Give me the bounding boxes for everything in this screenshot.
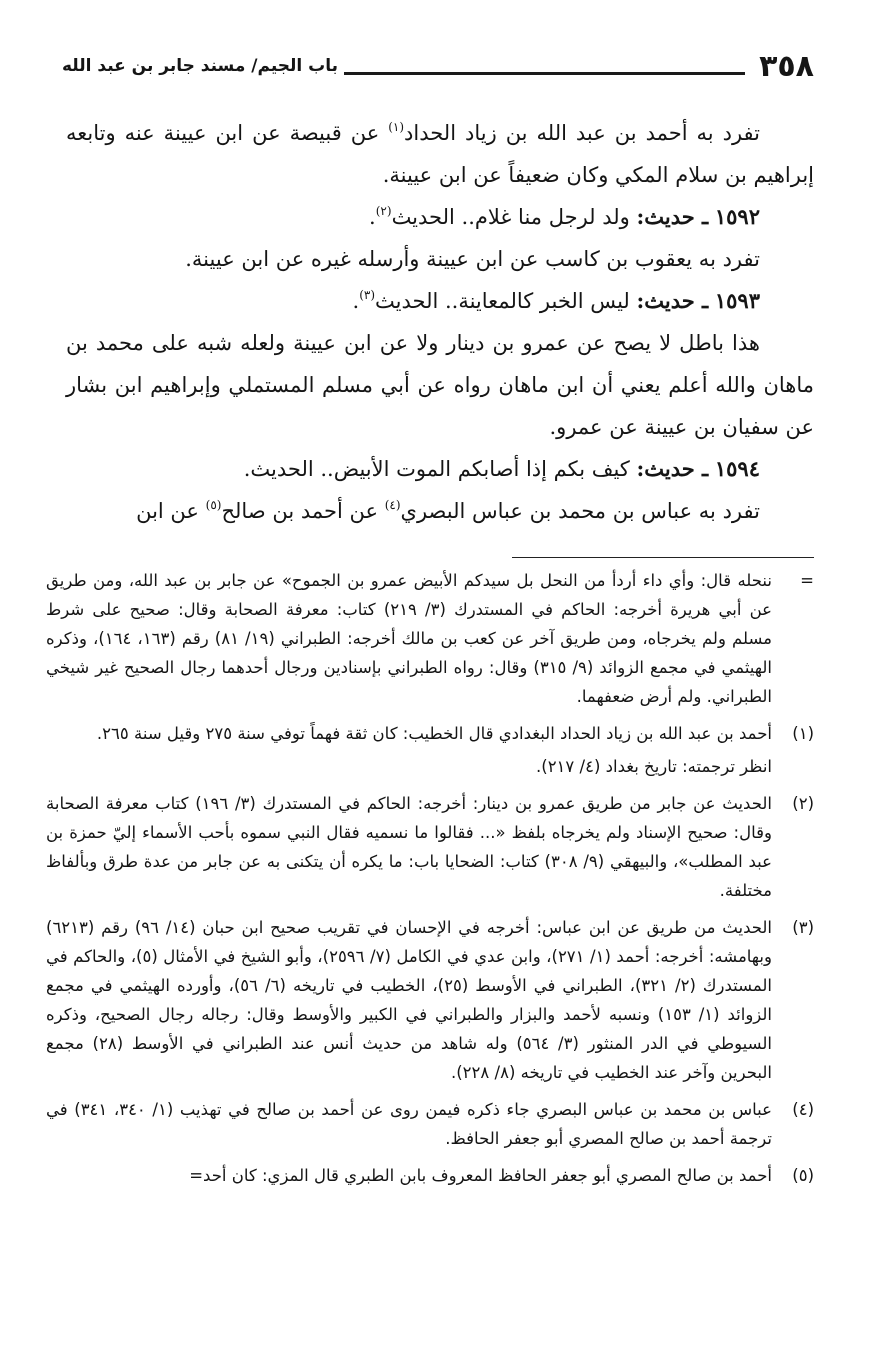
hadith-number: ١٥٩٢ (714, 204, 760, 229)
paragraph (66, 490, 814, 532)
footnote-marker: (١) (792, 724, 814, 743)
footnote (46, 1161, 814, 1190)
page-header (62, 46, 814, 86)
hadith-number: ١٥٩٣ (714, 288, 760, 313)
footnote-text: أحمد بن صالح المصري أبو جعفر الحافظ المعروف بابن الطبري قال المزي: كان أحد= (189, 1166, 772, 1185)
hadith-label: ـ حديث: (636, 456, 709, 481)
hadith-text: كيف بكم إذا أصابكم الموت الأبيض.. الحديث. (243, 457, 637, 481)
footnote (46, 566, 814, 711)
footnote-marker: = (800, 571, 814, 590)
footnote-ref[interactable]: (٥) (205, 498, 222, 512)
footnote (46, 1095, 814, 1153)
paragraph (66, 322, 814, 448)
footnote-marker: (٥) (792, 1166, 814, 1185)
paragraph-text: عن قبيصة عن ابن عيينة عنه وتابعه إبراهيم بن سلام المكي وكان ضعيفاً عن ابن عيينة. (66, 121, 814, 187)
footnote-text: عباس بن محمد بن عباس البصري جاء ذكره فيمن روى عن أحمد بن صالح في تهذيب (١/ ٣٤٠، ٣٤١) في ترجمة أحمد بن صالح المصري أبو جعفر الحافظ. (46, 1100, 772, 1148)
paragraph-text: عن أحمد بن صالح (221, 499, 385, 523)
footnote-ref[interactable]: (١) (388, 120, 405, 134)
header-rule (344, 72, 745, 75)
hadith-entry (66, 280, 814, 322)
footnote (46, 719, 814, 748)
punctuation: . (369, 205, 376, 229)
paragraph-text: عن ابن (136, 499, 206, 523)
footnote-ref[interactable]: (٤) (384, 498, 401, 512)
hadith-text: ولد لرجل منا غلام.. الحديث (391, 205, 637, 229)
footnote-marker: (٤) (792, 1100, 814, 1119)
hadith-entry (66, 196, 814, 238)
footnote-text: الحديث عن جابر من طريق عمرو بن دينار: أخرجه: الحاكم في المستدرك (٣/ ١٩٦) كتاب معرفة الصحابة وقال: صحيح الإسناد ولم يخرجاه بلفظ «... فقالوا ما نسميه فقال النبي سموه بأحب الأسماء إليّ حمزة بن عبد المطلب»، والبيهقي (٩/ ٣٠٨) كتاب: الضحايا باب: ما يكره أن يتكنى به عن جابر من عدة طرق وبألفاظ مختلفة. (46, 794, 772, 900)
footnote-marker: (٢) (792, 794, 814, 813)
footnote (46, 913, 814, 1087)
footnote (46, 752, 814, 781)
page-number: ٣٥٨ (759, 48, 814, 84)
paragraph-text: تفرد به أحمد بن عبد الله بن زياد الحداد (404, 121, 760, 145)
footnotes (46, 566, 814, 1198)
paragraph (66, 238, 814, 280)
main-text (66, 112, 814, 532)
hadith-label: ـ حديث: (636, 288, 709, 313)
footnote-text: أحمد بن عبد الله بن زياد الحداد البغدادي قال الخطيب: كان ثقة فهماً توفي سنة ٢٧٥ وقيل سنة ٢٦٥. (96, 724, 772, 743)
paragraph-text: تفرد به عباس بن محمد بن عباس البصري (400, 499, 760, 523)
footnote-marker (772, 752, 814, 781)
running-title: باب الجيم/ مسند جابر بن عبد الله (62, 56, 338, 76)
footnote-separator (512, 557, 814, 558)
paragraph-text: هذا باطل لا يصح عن عمرو بن دينار ولا عن ابن عيينة ولعله شبه على محمد بن ماهان والله أعلم يعني أن ابن ماهان رواه عن أبي مسلم المستملي وإبراهيم ابن بشار عن سفيان بن عيينة عن عمرو. (66, 331, 814, 439)
footnote-text: انظر ترجمته: تاريخ بغداد (٤/ ٢١٧). (536, 757, 772, 776)
footnote-ref[interactable]: (٣) (359, 288, 376, 302)
hadith-number: ١٥٩٤ (714, 456, 760, 481)
footnote-ref[interactable]: (٢) (375, 204, 392, 218)
paragraph (66, 112, 814, 196)
footnote-text: الحديث من طريق عن ابن عباس: أخرجه في الإحسان في تقريب صحيح ابن حبان (١٤/ ٩٦) رقم (٦٢١٣) وبهامشه: أخرجه: أحمد (١/ ٢٧١)، وابن عدي في الكامل (٧/ ٢٥٩٦)، وأبو الشيخ في الأمثال (٥)، والحاكم في المستدرك (٢/ ٣٢١)، الطبراني في الأوسط (٢٥)، الخطيب في تاريخه (٦/ ٥٦)، وأورده الهيثمي في مجمع الزوائد (١/ ١٥٣) ونسبه لأحمد والبزار والطبراني في الكبير والأوسط وقال: رجاله رجال الصحيح، وذكره السيوطي في الدر المنثور (٣/ ٥٦٤) وله شاهد من حديث أنس عند الطبراني في الأوسط (٢٨) مجمع البحرين وآخر عند الخطيب في تاريخه (٨/ ٢٢٨). (46, 918, 773, 1082)
hadith-entry (66, 448, 814, 490)
footnote-marker: (٣) (792, 918, 814, 937)
paragraph-text: تفرد به يعقوب بن كاسب عن ابن عيينة وأرسله غيره عن ابن عيينة. (185, 247, 760, 271)
footnote-text: ننحله قال: وأي داء أردأ من النحل بل سيدكم الأبيض عمرو بن الجموح» عن جابر بن عبد الله، ومن طريق عن أبي هريرة أخرجه: الحاكم في المستدرك (٣/ ٢١٩) كتاب: معرفة الصحابة وقال: صحيح على شرط مسلم ولم يخرجاه، ومن طريق آخر عن كعب بن مالك أخرجه: الطبراني (١٩/ ٨١) رقم (١٦٣، ١٦٤)، وذكره الهيثمي في مجمع الزوائد (٩/ ٣١٥) وقال: رواه الطبراني بإسنادين ورجال أحدهما رجال الصحيح غير شيخي الطبراني. ولم أرض ضعفهما. (46, 571, 773, 706)
punctuation: . (352, 289, 360, 313)
footnote (46, 789, 814, 905)
hadith-text: ليس الخبر كالمعاينة.. الحديث (375, 289, 637, 313)
hadith-label: ـ حديث: (636, 204, 709, 229)
